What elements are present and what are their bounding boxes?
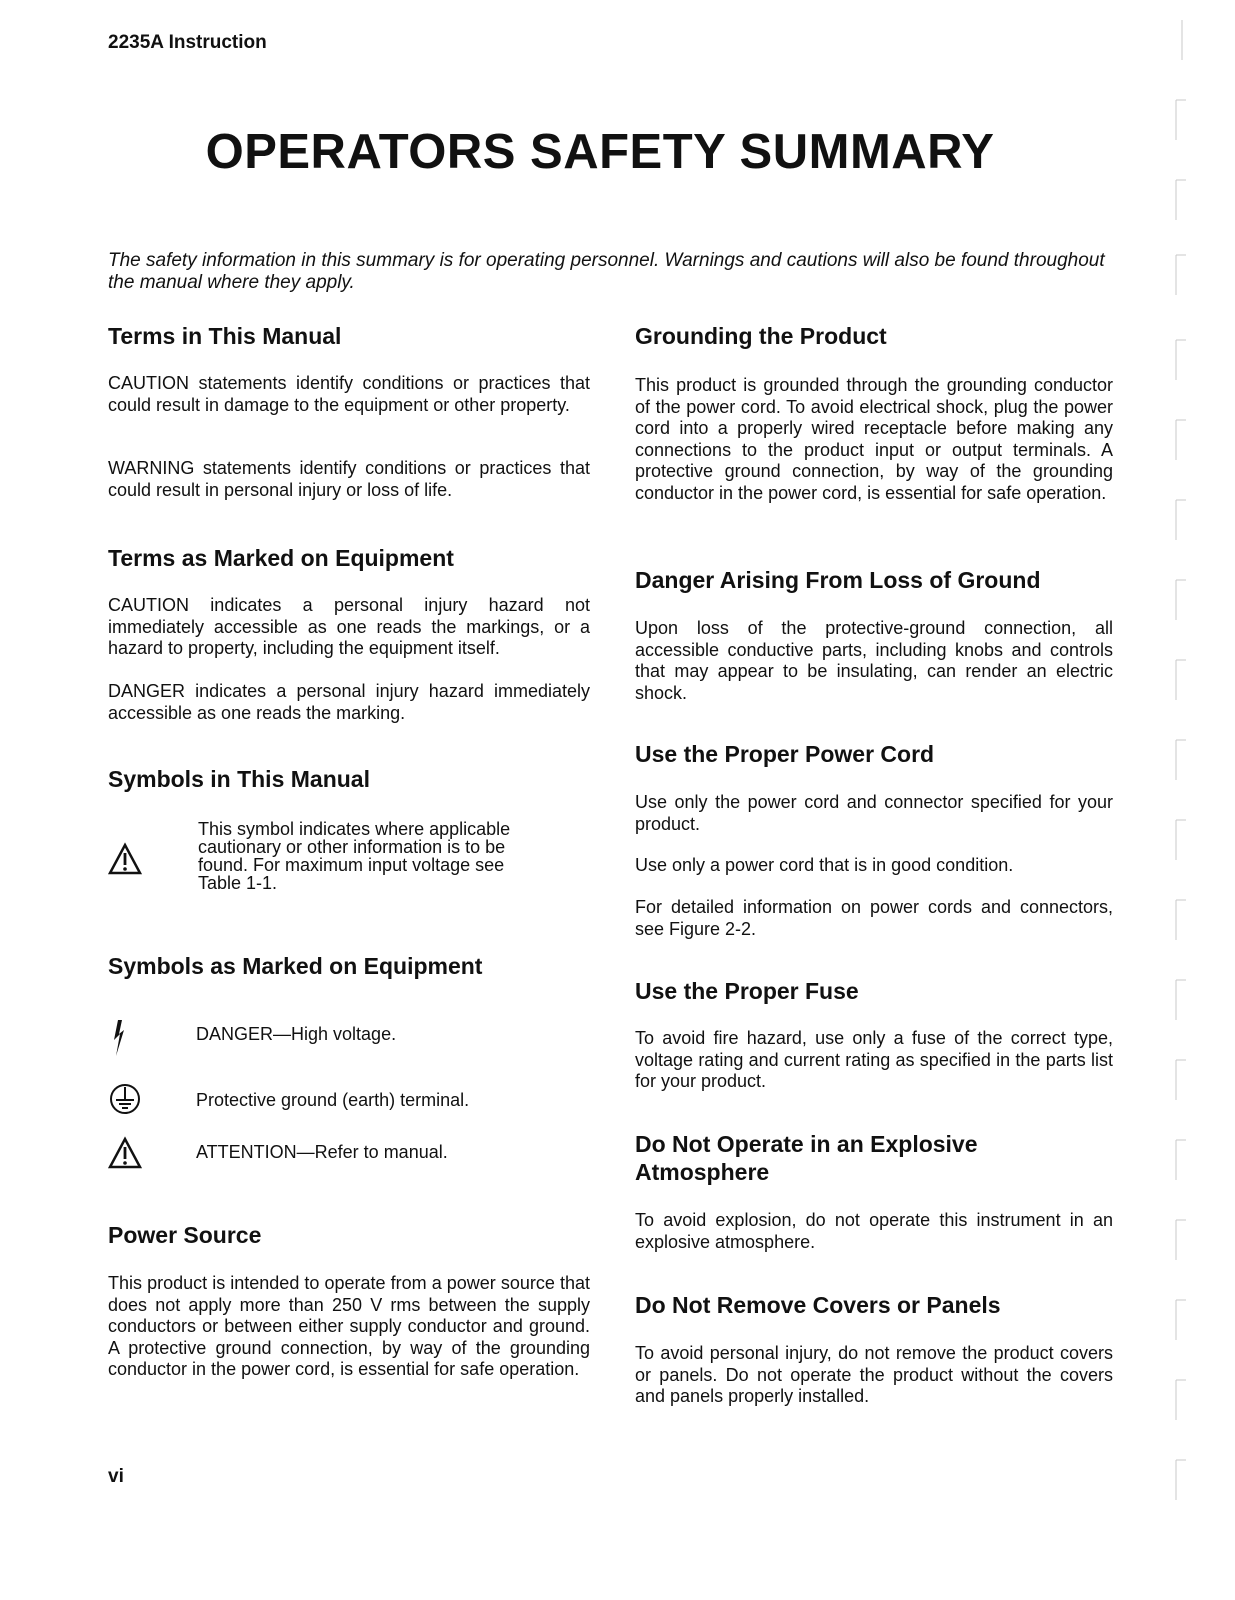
page-title: OPERATORS SAFETY SUMMARY xyxy=(205,125,995,179)
power-source-text: This product is intended to operate from a power source that does not apply more than 250 V rms between the supply conductors or between either supply conductor and ground. A protective ground connection, by way of the grounding conductor in the power cord, is essential for safe operation. xyxy=(108,1273,590,1379)
scan-edge-marks xyxy=(1168,0,1198,1600)
power-cord-p3: For detailed information on power cords and connectors, see Figure 2-2. xyxy=(635,897,1113,939)
high-voltage-icon xyxy=(108,1018,142,1058)
terms-manual-caution: CAUTION statements identify conditions or practices that could result in damage to the equipment or other property. xyxy=(108,373,590,415)
fuse-text: To avoid fire hazard, use only a fuse of the correct type, voltage rating and current rating as specified in the parts list for your product. xyxy=(635,1028,1113,1091)
running-head: 2235A Instruction xyxy=(108,32,267,53)
intro-paragraph: The safety information in this summary is for operating personnel. Warnings and cautions will also be found throughout the manual where they apply. xyxy=(108,250,1105,293)
power-cord-heading: Use the Proper Power Cord xyxy=(635,741,935,767)
terms-manual-warning: WARNING statements identify conditions or practices that could result in personal injury or loss of life. xyxy=(108,458,590,500)
symbols-manual-note xyxy=(108,820,590,900)
right-column xyxy=(635,0,1113,1600)
protective-ground-icon xyxy=(108,1082,142,1116)
page-number: vi xyxy=(108,1466,124,1487)
left-column xyxy=(108,0,590,1600)
symbol-row-high-voltage xyxy=(108,1018,590,1062)
explosive-heading-line2: Atmosphere xyxy=(635,1159,770,1185)
explosive-text: To avoid explosion, do not operate this instrument in an explosive atmosphere. xyxy=(635,1210,1113,1252)
caution-triangle-icon xyxy=(108,842,142,876)
covers-text: To avoid personal injury, do not remove the product covers or panels. Do not operate the product without the covers and panels properly installed. xyxy=(635,1343,1113,1406)
symbol-label: ATTENTION—Refer to manual. xyxy=(196,1142,448,1162)
symbol-label: Protective ground (earth) terminal. xyxy=(196,1090,470,1110)
terms-equipment-caution: CAUTION indicates a personal injury hazard not immediately accessible as one reads the markings, or a hazard to property, including the equipment itself. xyxy=(108,595,590,658)
explosive-heading-line1: Do Not Operate in an Explosive xyxy=(635,1131,978,1157)
attention-triangle-icon xyxy=(108,1136,142,1170)
power-cord-p1: Use only the power cord and connector specified for your product. xyxy=(635,792,1113,834)
power-cord-p2: Use only a power cord that is in good condition. xyxy=(635,855,1014,875)
symbol-label: DANGER—High voltage. xyxy=(196,1024,397,1044)
covers-heading: Do Not Remove Covers or Panels xyxy=(635,1292,1001,1318)
fuse-heading: Use the Proper Fuse xyxy=(635,978,859,1004)
symbol-row-attention xyxy=(108,1136,590,1180)
terms-equipment-heading: Terms as Marked on Equipment xyxy=(108,545,454,571)
loss-ground-heading: Danger Arising From Loss of Ground xyxy=(635,567,1041,593)
symbol-row-protective-ground xyxy=(108,1082,590,1126)
terms-manual-heading: Terms in This Manual xyxy=(108,323,342,349)
power-source-heading: Power Source xyxy=(108,1222,262,1248)
symbols-equipment-heading: Symbols as Marked on Equipment xyxy=(108,953,483,979)
symbols-manual-heading: Symbols in This Manual xyxy=(108,766,370,792)
grounding-heading: Grounding the Product xyxy=(635,323,887,349)
terms-equipment-danger: DANGER indicates a personal injury hazard immediately accessible as one reads the marking. xyxy=(108,681,590,723)
grounding-text: This product is grounded through the grounding conductor of the power cord. To avoid electrical shock, plug the power cord into a properly wired receptacle before making any connections to the product input or output terminals. A protective ground connection, by way of the grounding conductor in the power cord, is essential for safe operation. xyxy=(635,375,1113,503)
loss-ground-text: Upon loss of the protective-ground connection, all accessible conductive parts, including knobs and controls that may appear to be insulating, can render an electric shock. xyxy=(635,618,1113,703)
symbols-manual-note-text: This symbol indicates where applicable cautionary or other information is to be found. For maximum input voltage see Table 1-1. xyxy=(198,819,511,893)
